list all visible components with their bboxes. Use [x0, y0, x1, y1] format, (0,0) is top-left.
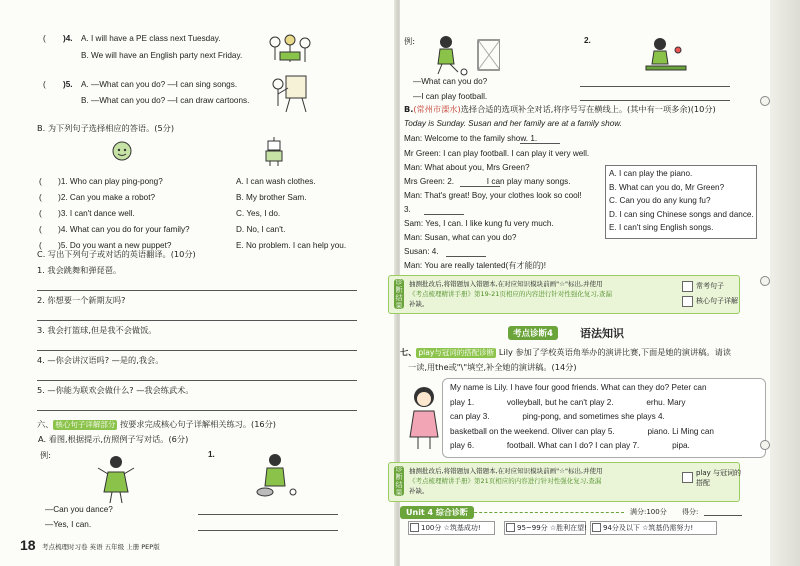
speech-line: can play 3. ping-pong, and sometimes she plays 4. [450, 412, 665, 421]
match-question: ( )5. Do you want a new puppet? [39, 241, 172, 250]
translation-answer-line [37, 350, 357, 351]
option-item: E. I can't sing English songs. [609, 223, 714, 232]
speech-line: My name is Lily. I have four good friends. What can they do? Peter can [450, 383, 707, 392]
dialog-line: Mrs Green: 2. I can play many songs. [404, 177, 571, 186]
q4-num: )4. [63, 34, 73, 43]
dialog-line: Mr Green: I can play football. I can play it very well. [404, 149, 590, 158]
checkbox-play-articles[interactable] [682, 472, 693, 483]
option-play-articles: play 与冠词的搭配 [696, 469, 742, 487]
match-answer: D. No, I can't. [236, 225, 286, 234]
translation-item: 2. 你想要一个新期友吗? [37, 295, 126, 305]
rating-label: 94分及以下 ☆筑基仍需努力! [603, 524, 694, 532]
q4-paren: ( [43, 34, 46, 43]
item-2-label: 2. [584, 36, 591, 45]
dialog-blank [424, 214, 464, 215]
match-question: ( )1. Who can play ping-pong? [39, 177, 163, 186]
rating-checkbox[interactable] [592, 523, 601, 532]
checkbox-core-sentences[interactable] [682, 296, 693, 307]
section-b-right-title [404, 104, 716, 114]
translation-answer-line [37, 290, 357, 291]
unit-summary-label: Unit 4 综合诊断 [400, 506, 474, 519]
section-b-title: B. 为下列句子选择相应的答语。(5分) [37, 123, 175, 133]
section-c-title: C. 写出下列句子或对话的英语翻译。(10分) [37, 249, 196, 259]
dialog-blank [520, 143, 560, 144]
q7-title [400, 347, 731, 358]
section-4-tag: 考点诊断4 [508, 326, 558, 340]
dialog-blank [460, 186, 500, 187]
speech-line: play 6. football. What can I do? I can play 7. pipa. [450, 441, 690, 450]
translation-item: 3. 我会打篮球,但是我不会做饭。 [37, 325, 157, 335]
rating-label: 95~99分 ☆胜利在望! [517, 524, 587, 532]
q7-tag: play与冠词的搭配诊断 [418, 348, 495, 357]
q5-option-b: B. —What can you do? —I can draw cartoons. [81, 96, 250, 105]
section-b-right-source: (常州市溧水) [413, 104, 461, 114]
match-answer: E. No problem. I can help you. [236, 241, 347, 250]
lily-picture [406, 385, 442, 451]
match-answer: A. I can wash clothes. [236, 177, 316, 186]
match-answer: C. Yes, I do. [236, 209, 281, 218]
full-score: 满分:100分 [630, 508, 667, 516]
rating-checkbox[interactable] [410, 523, 419, 532]
dialog-intro: Today is Sunday. Susan and her family are at a family show. [404, 119, 622, 128]
example-answer: —Yes, I can. [45, 520, 92, 529]
example-question: —Can you dance? [45, 505, 113, 514]
option-item: B. What can you do, Mr Green? [609, 182, 725, 192]
diagnosis-1-line3: 补缺。 [409, 300, 429, 308]
match-answer: B. My brother Sam. [236, 193, 307, 202]
q7-num: 七、 [400, 347, 417, 357]
match-question: ( )2. Can you make a robot? [39, 193, 156, 202]
dialog-blank [446, 256, 486, 257]
dialog-line: Man: Susan, what can you do? [404, 233, 517, 242]
dancing-girl-picture [96, 454, 136, 504]
option-core-sentences: 核心句子详解 [696, 297, 738, 305]
example-label-right: 例: [404, 36, 415, 46]
diagnosis-2-line3: 补缺。 [409, 487, 429, 495]
speech-line: play 1. volleyball, but he can't play 2. erhu. Mary [450, 397, 686, 407]
item-1-label: 1. [208, 450, 215, 459]
footer-text: 考点梳理时习卷 英语 五年级 上册 PEP版 [42, 543, 160, 551]
right-page [395, 0, 770, 566]
answer-line-2a [580, 86, 730, 87]
dialog-line: Man: Welcome to the family show. 1. [404, 134, 538, 143]
q5-option-a: A. —What can you do? —I can sing songs. [81, 80, 238, 89]
option-item: D. I can sing Chinese songs and dance. [609, 209, 754, 219]
match-question: ( )3. I can't dance well. [39, 209, 135, 218]
option-item: A. I can play the piano. [609, 169, 693, 178]
diagnosis-2-line2: 《考点梳理精讲手册》第21页相应的内容进行针对性强化复习,查漏 [409, 477, 602, 485]
dialog-line: Man: You are really talented(有才能的)! [404, 261, 546, 270]
left-page [0, 0, 396, 566]
translation-item: 4. —你会讲汉语吗? —是的,我会。 [37, 355, 164, 365]
unit-divider [464, 512, 624, 513]
diagnosis-tag-2: 诊断结果 [395, 466, 403, 497]
diagnosis-2-line1: 抽测批改后,将错题加入错题本,在对应知识模块前画"☆"标出,并使用 [409, 467, 603, 475]
dialog-line: 3. [404, 205, 411, 214]
section-4-title: 语法知识 [580, 327, 624, 340]
rating-checkbox[interactable] [506, 523, 515, 532]
score-label: 得分: [682, 508, 699, 516]
translation-answer-line [37, 380, 357, 381]
cooking-girl-picture [253, 452, 297, 498]
speech-line: basketball on the weekend. Oliver can play 5. piano. Li Ming can [450, 426, 714, 436]
answer-line-2b [580, 100, 730, 101]
section-b-right-label: B. [404, 104, 414, 114]
page-number: 18 [20, 537, 36, 553]
option-common-sentences: 常考句子 [696, 282, 724, 290]
ping-pong-picture [644, 36, 688, 76]
translation-item: 1. 我会跳舞和弹琵琶。 [37, 265, 122, 275]
binder-ring-2 [760, 276, 770, 286]
translation-answer-line [37, 410, 357, 411]
answer-line-1a [198, 514, 338, 515]
section-6a-title: A. 看图,根据提示,仿照例子写对话。(6分) [38, 434, 189, 444]
checkbox-common-sentences[interactable] [682, 281, 693, 292]
party-picture [265, 32, 315, 68]
q5-num: )5. [63, 80, 73, 89]
q4-option-a: A. I will have a PE class next Tuesday. [81, 34, 221, 43]
football-picture [430, 34, 500, 76]
section-6-text: 按要求完成核心句子详解相关练习。(16分) [120, 419, 276, 429]
answer-line-1b [198, 530, 338, 531]
q4-option-b: B. We will have an English party next Friday. [81, 51, 243, 60]
score-line [704, 515, 742, 516]
right-page-edge [770, 0, 800, 566]
q7-text2: 一读,用the或"\"填空,补全她的演讲稿。(14分) [408, 362, 577, 372]
diagnosis-1-line1: 抽测批改后,将错题加入错题本,在对应知识模块前画"☆"标出,并使用 [409, 280, 603, 288]
robot-icon [262, 137, 286, 167]
drawing-picture [266, 72, 312, 114]
match-question: ( )4. What can you do for your family? [39, 225, 190, 234]
dialog-line: Man: That's great! Boy, your clothes look so cool! [404, 191, 582, 200]
dialog-line: Man: What about you, Mrs Green? [404, 163, 530, 172]
binder-ring-1 [760, 96, 770, 106]
rating-label: 100分 ☆筑基成功! [421, 524, 481, 532]
example-answer-right: —I can play football. [413, 92, 488, 101]
dialog-line: Susan: 4. [404, 247, 439, 256]
q7-text: Lily 参加了学校英语角举办的演讲比赛,下面是她的演讲稿。请读 [498, 347, 731, 357]
example-label: 例: [40, 450, 51, 460]
section-6-tag: 核心句子详解部分 [55, 420, 116, 429]
diagnosis-tag-1: 诊断结果 [395, 279, 403, 310]
section-b-right-text: 选择合适的选项补全对话,将序号写在横线上。(其中有一项多余)(10分) [460, 104, 716, 114]
diagnosis-1-line2: 《考点梳理精讲手册》第19-21页相应的内容进行针对性强化复习,查漏 [409, 290, 612, 298]
section-6-num: 六、 [37, 419, 54, 429]
translation-answer-line [37, 320, 357, 321]
dialog-line: Sam: Yes, I can. I like kung fu very much. [404, 219, 554, 228]
option-item: C. Can you do any kung fu? [609, 196, 711, 205]
section-6-title [37, 419, 276, 430]
q5-paren: ( [43, 80, 46, 89]
translation-item: 5. —你能为联欢会做什么? —我会练武术。 [37, 385, 194, 395]
puppet-icon [111, 140, 133, 164]
binder-ring-3 [760, 440, 770, 450]
example-question-right: —What can you do? [413, 77, 488, 86]
